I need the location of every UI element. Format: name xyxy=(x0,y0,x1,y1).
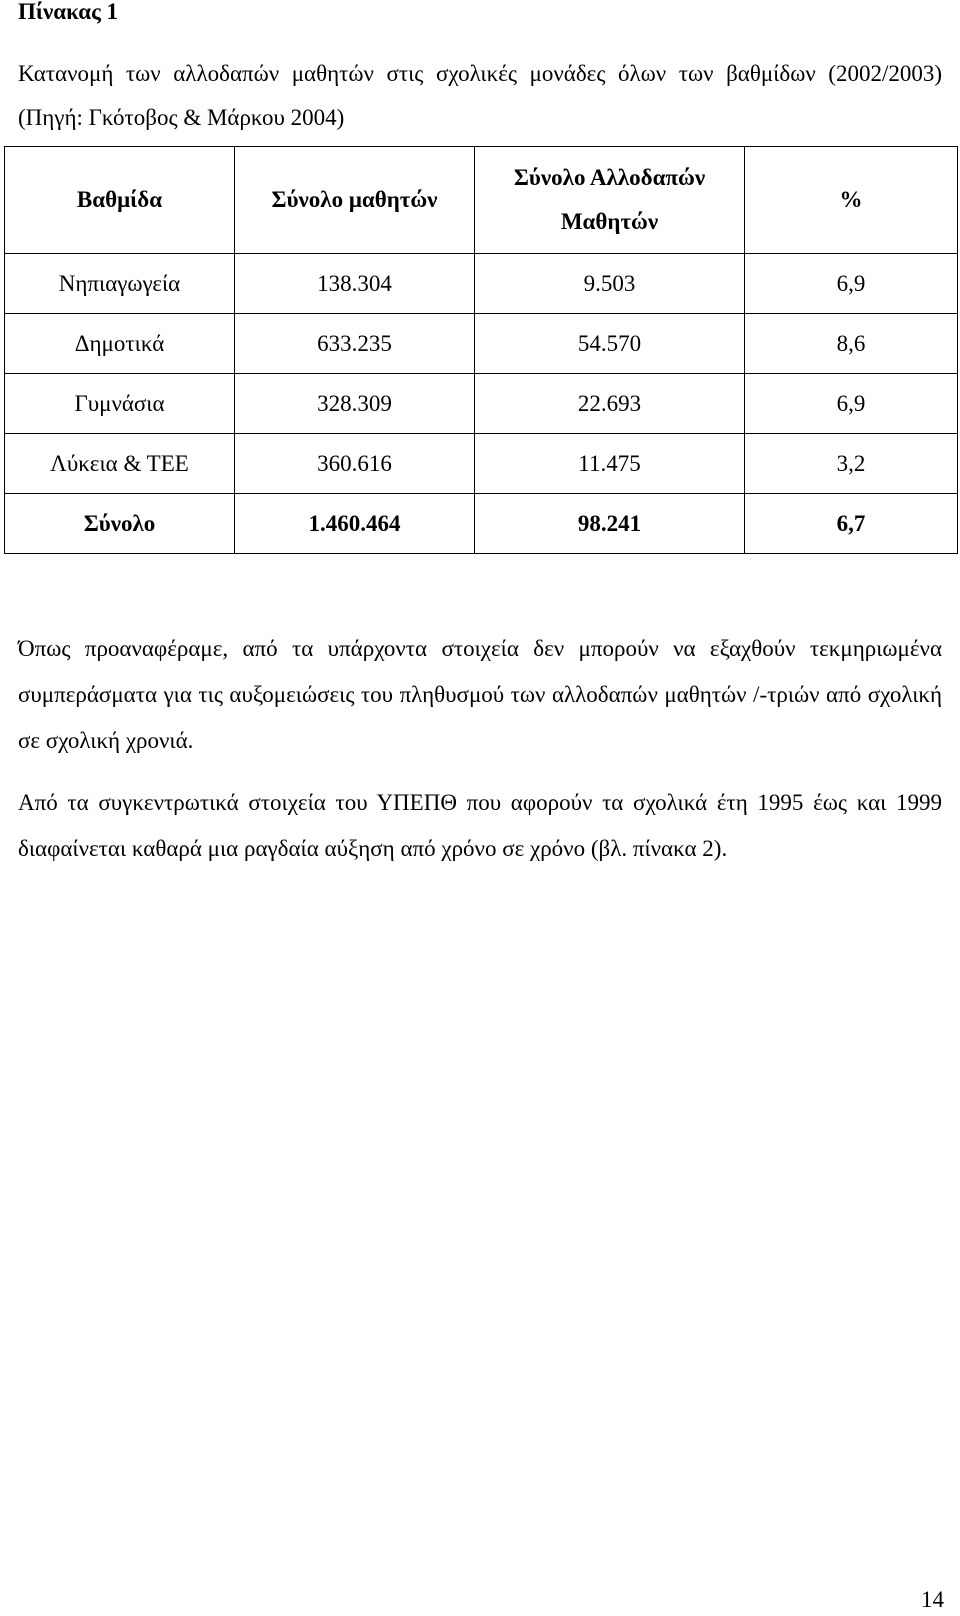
table-row xyxy=(5,434,958,494)
cell-total-students: 633.235 xyxy=(235,314,475,374)
cell-foreign-students: 54.570 xyxy=(475,314,745,374)
header-level: Βαθμίδα xyxy=(5,147,235,254)
cell-level: Γυμνάσια xyxy=(5,374,235,434)
table-row xyxy=(5,374,958,434)
total-percent: 6,7 xyxy=(745,494,958,554)
cell-level: Δημοτικά xyxy=(5,314,235,374)
table-row xyxy=(5,314,958,374)
table-heading: Πίνακας 1 xyxy=(18,0,119,24)
cell-level: Λύκεια & ΤΕΕ xyxy=(5,434,235,494)
total-foreign-students: 98.241 xyxy=(475,494,745,554)
header-foreign-students xyxy=(475,147,745,254)
header-percent: % xyxy=(745,147,958,254)
body-paragraph: Από τα συγκεντρωτικά στοιχεία του ΥΠΕΠΘ που αφορούν τα σχολικά έτη 1995 έως και 1999 διαφαίνεται καθαρά μια ραγδαία αύξηση από χρόνο σε χρόνο (βλ. πίνακα 2). xyxy=(18,790,942,861)
header-total-students: Σύνολο μαθητών xyxy=(235,147,475,254)
cell-level: Νηπιαγωγεία xyxy=(5,254,235,314)
table-caption: Κατανομή των αλλοδαπών μαθητών στις σχολικές μονάδες όλων των βαθμίδων (2002/2003) (Πηγή: Γκότοβος & Μάρκου 2004) xyxy=(18,61,942,130)
foreign-students-table xyxy=(4,146,958,554)
table-total-row xyxy=(5,494,958,554)
cell-foreign-students: 11.475 xyxy=(475,434,745,494)
cell-total-students: 328.309 xyxy=(235,374,475,434)
cell-percent: 3,2 xyxy=(745,434,958,494)
page-number: 14 xyxy=(921,1587,944,1612)
total-students: 1.460.464 xyxy=(235,494,475,554)
cell-percent: 8,6 xyxy=(745,314,958,374)
cell-foreign-students: 9.503 xyxy=(475,254,745,314)
header-foreign-line2: Μαθητών xyxy=(560,209,659,234)
header-foreign-line1: Σύνολο Αλλοδαπών xyxy=(513,165,706,190)
cell-foreign-students: 22.693 xyxy=(475,374,745,434)
total-level: Σύνολο xyxy=(5,494,235,554)
cell-percent: 6,9 xyxy=(745,374,958,434)
table-header-row xyxy=(5,147,958,254)
cell-total-students: 360.616 xyxy=(235,434,475,494)
table-row xyxy=(5,254,958,314)
body-paragraph: Όπως προαναφέραμε, από τα υπάρχοντα στοιχεία δεν μπορούν να εξαχθούν τεκμηριωμένα συμπεράσματα για τις αυξομειώσεις του πληθυσμού των αλλοδαπών μαθητών /-τριών από σχολική σε σχολική χρονιά. xyxy=(18,636,942,753)
cell-percent: 6,9 xyxy=(745,254,958,314)
cell-total-students: 138.304 xyxy=(235,254,475,314)
